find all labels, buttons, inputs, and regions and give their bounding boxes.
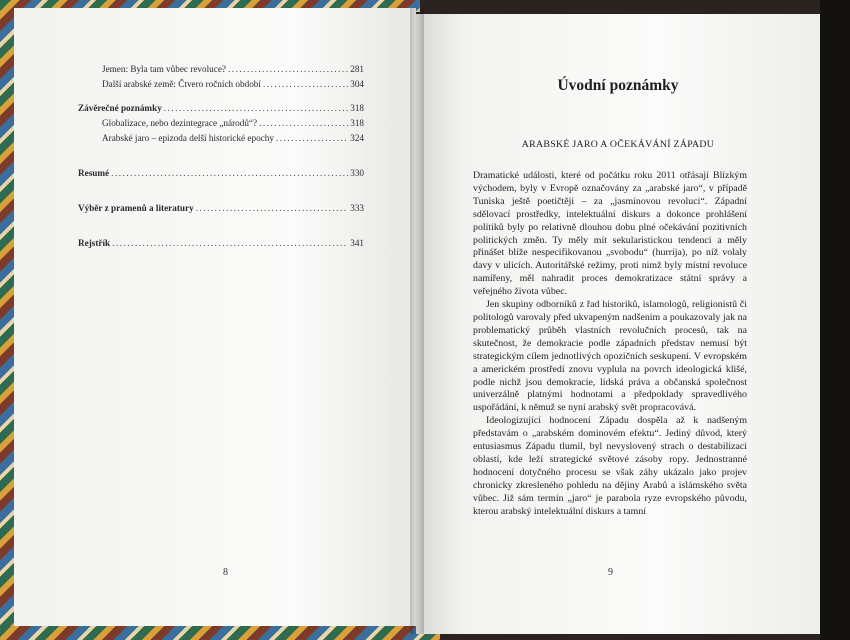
toc-leader-dots bbox=[276, 131, 348, 146]
paragraph: Ideologizující hodnocení Západu dospěla až k nadšeným představám o „arabském dominovém efektu“. Jediný důvod, který entusiasmus Západu tlumil, byl nevyslovený strach o destabilizaci oblastí, kde leží strategické světové zásoby ropy. Jednostranné hodnocení dotyčného procesu se však záhy ukázalo jako projev chronicky zkresleného pohledu na dějiny Arabů a islámského světa vůbec. Již sám termín „jaro“ je parabola ryze evropského původu, kterou arabský intelektuální diskurs a tamní bbox=[473, 415, 747, 517]
toc-entry bbox=[78, 101, 364, 116]
toc-leader-dots bbox=[196, 201, 349, 216]
toc-entry bbox=[78, 201, 364, 216]
table-of-contents bbox=[78, 62, 364, 251]
toc-entry-label: Výběr z pramenů a literatury bbox=[78, 203, 194, 213]
toc-entry bbox=[78, 77, 364, 92]
toc-entry-page: 341 bbox=[350, 238, 364, 248]
background-right bbox=[820, 0, 850, 640]
page-number-left: 8 bbox=[223, 567, 228, 578]
toc-entry-page: 333 bbox=[350, 203, 364, 213]
toc-entry-label: Rejstřík bbox=[78, 238, 111, 248]
body-text bbox=[473, 170, 747, 518]
toc-entry-label: Závěrečné poznámky bbox=[78, 103, 162, 113]
book-gutter bbox=[410, 8, 424, 634]
toc-leader-dots bbox=[263, 77, 348, 92]
page-number-right: 9 bbox=[608, 567, 613, 578]
toc-entry-label: Globalizace, nebo dezintegrace „národů“? bbox=[102, 118, 258, 128]
chapter-title: Úvodní poznámky bbox=[557, 77, 679, 94]
toc-entry-label: Další arabské země: Čtvero ročních období bbox=[102, 79, 261, 89]
toc-entry-page: 324 bbox=[350, 133, 364, 143]
toc-entry bbox=[78, 236, 364, 251]
toc-entry-label: Arabské jaro – epizoda delší historické epochy bbox=[102, 133, 274, 143]
section-heading: ARABSKÉ JARO A OČEKÁVÁNÍ ZÁPADU bbox=[521, 139, 715, 150]
toc-leader-dots bbox=[259, 116, 348, 131]
toc-entry-page: 304 bbox=[350, 79, 364, 89]
toc-entry-label: Resumé bbox=[78, 168, 110, 178]
toc-leader-dots bbox=[111, 166, 348, 181]
toc-entry bbox=[78, 166, 364, 181]
toc-entry-label: Jemen: Byla tam vůbec revoluce? bbox=[102, 64, 226, 74]
paragraph: Dramatické události, které od počátku roku 2011 otřásají Blízkým východem, byly v Evropě označovány za „arabské jaro“, v případě Tuniska ještě poetičtěji – za „jasmínovou revoluci“. Západní sdělovací prostředky, intelektuální diskurs a dokonce prohlášení politiků byly po relativně dlouhou dobu plné očekávání pozitivních politických změn. Ty měly mít sekularistickou tendenci a měly přinášet blíže nespecifikovanou „svobodu“ (hurríja), po níž volaly davy v ulicích. Autoritářské režimy, proti nimž byly místní revoluce namířeny, měl nahradit proces demokratizace státní správy a veřejného života vůbec. bbox=[473, 170, 747, 298]
paragraph: Jen skupiny odborníků z řad historiků, islamologů, religionistů či politologů varovaly před ukvapeným nadšením a poukazovaly jak na problematický průběh vlastních revolučních procesů, tak na skutečnost, že demokracie podle západních představ nemusí být strategickým cílem jednotlivých opozičních seskupení. V evropském a americkém prostředí znovu vyplula na povrch ideologická klišé, podle nichž jsou demokracie, lidská práva a občanská společnost univerzálně platnými hodnotami a předpoklady spravedlivého uspořádání, k němuž se nyní arabský svět propracovává. bbox=[473, 299, 747, 414]
toc-leader-dots bbox=[228, 62, 348, 77]
toc-entry-page: 330 bbox=[350, 168, 364, 178]
toc-entry-page: 318 bbox=[350, 118, 364, 128]
book-cover-bottom-edge bbox=[0, 626, 440, 640]
toc-leader-dots bbox=[164, 101, 348, 116]
toc-entry bbox=[78, 116, 364, 131]
toc-entry-page: 281 bbox=[350, 64, 364, 74]
toc-entry bbox=[78, 62, 364, 77]
toc-entry-page: 318 bbox=[350, 103, 364, 113]
toc-entry bbox=[78, 131, 364, 146]
toc-leader-dots bbox=[112, 236, 348, 251]
